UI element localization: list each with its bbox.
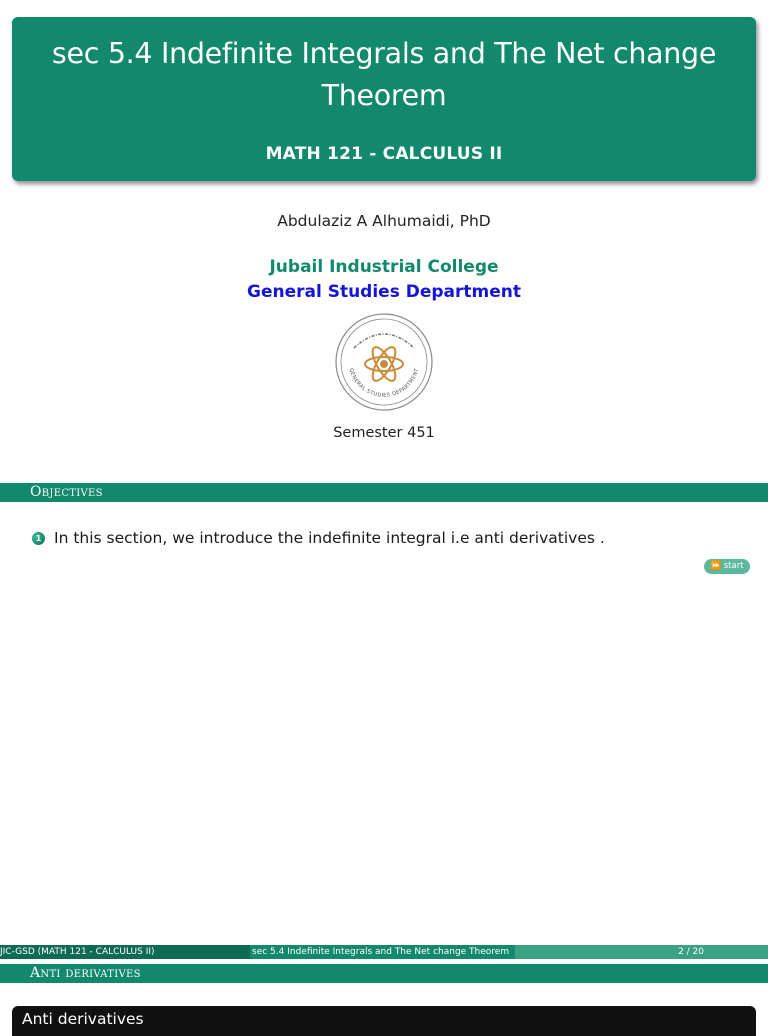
semester-label: Semester 451 [333, 425, 435, 441]
title-block [12, 17, 756, 181]
slide-title: sec 5.4 Indefinite Integrals and The Net change Theorem [51, 37, 717, 112]
college-name: Jubail Industrial College [269, 257, 499, 277]
footer-course: JIC-GSD (MATH 121 - CALCULUS II) [0, 945, 250, 959]
objective-text: In this section, we introduce the indefinite integral i.e anti derivatives . [54, 529, 605, 547]
department-seal [334, 312, 434, 412]
department-name: General Studies Department [246, 282, 522, 302]
author-name: Abdulaziz A Alhumaidi, PhD [277, 212, 491, 230]
course-subtitle: MATH 121 - CALCULUS II [265, 144, 503, 164]
footer-title: sec 5.4 Indefinite Integrals and The Net change Theorem [250, 945, 515, 959]
section-header-anti-derivatives: Anti derivatives [0, 964, 768, 983]
fast-forward-icon: ⏩ [710, 561, 722, 571]
numbered-bullet-icon: 1 [32, 532, 45, 545]
start-button-label: start [723, 561, 744, 571]
block-title: Anti derivatives [12, 1006, 756, 1036]
section-header-objectives: Objectives [0, 483, 768, 502]
footer-page-number: 2 / 20 [515, 945, 768, 959]
list-item [32, 529, 605, 547]
start-button[interactable] [704, 559, 750, 574]
slide-footer [0, 945, 768, 959]
seal-text: GENERAL STUDIES DEPARTMENT [347, 367, 421, 399]
